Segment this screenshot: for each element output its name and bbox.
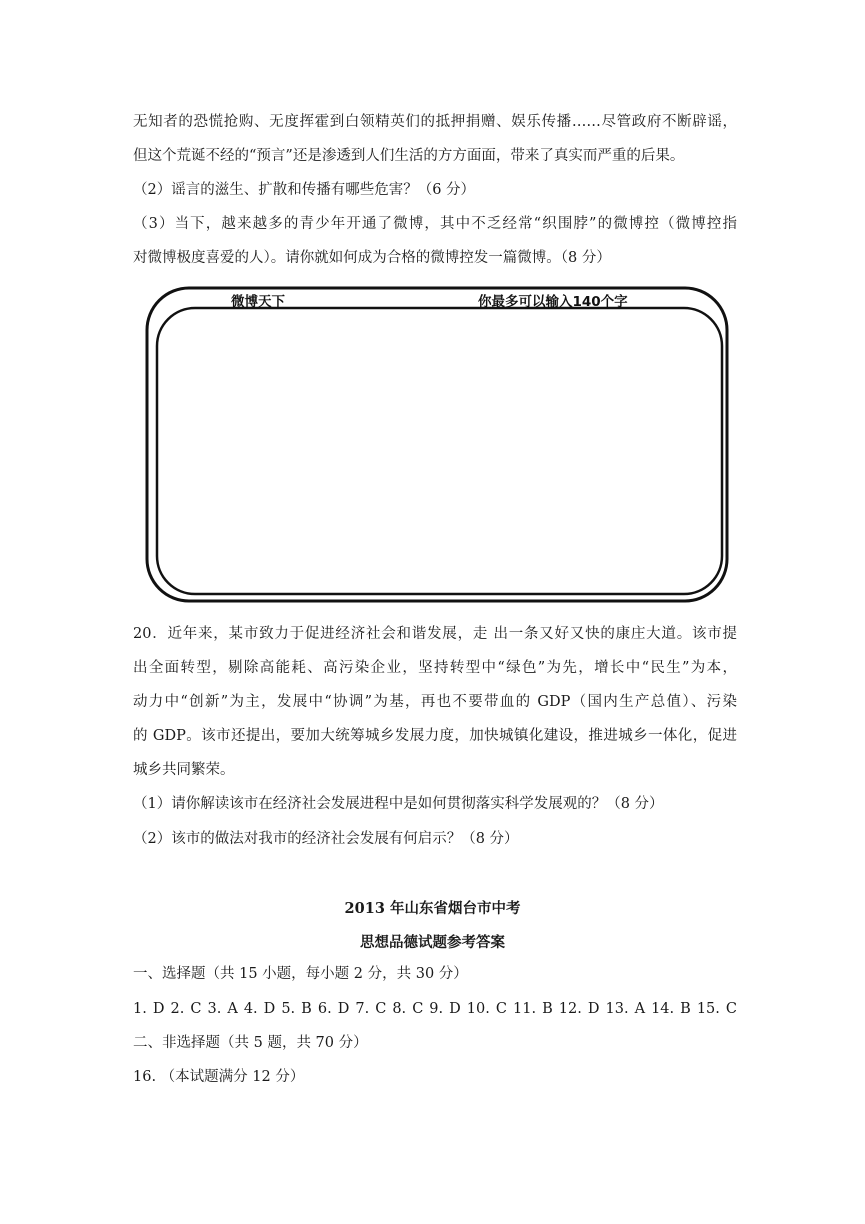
q20-line3: 动力中“创新”为主，发展中“协调”为基，再也不要带血的 GDP（国内生产总值）、污染 bbox=[133, 694, 737, 710]
weibo-box-frame bbox=[145, 286, 733, 604]
q20-line2: 出全面转型，剔除高能耗、高污染企业，坚持转型中“绿色”为先，增长中“民生”为本， bbox=[133, 660, 737, 676]
question-3-line1: （3）当下，越来越多的青少年开通了微博，其中不乏经常“织围脖”的微博控（微博控指 bbox=[133, 216, 737, 232]
q20-line1: 20．近年来，某市致力于促进经济社会和谐发展，走 出一条又好又快的康庄大道。该市提 bbox=[133, 626, 737, 642]
answers-title: 2013 年山东省烟台市中考 bbox=[344, 900, 521, 917]
question-2: （2）谣言的滋生、扩散和传播有哪些危害？（6 分） bbox=[133, 182, 476, 198]
q20-line4: 的 GDP。该市还提出，要加大统筹城乡发展力度，加快城镇化建设，推进城乡一体化，促进 bbox=[133, 728, 737, 744]
answers-section1: 一、选择题（共 15 小题，每小题 2 分，共 30 分） bbox=[133, 966, 468, 982]
answers-q16: 16. （本试题满分 12 分） bbox=[133, 1069, 305, 1085]
q20-sub1: （1）请你解读该市在经济社会发展进程中是如何贯彻落实科学发展观的？（8 分） bbox=[133, 796, 664, 812]
q20-sub2: （2）该市的做法对我市的经济社会发展有何启示？（8 分） bbox=[133, 831, 519, 847]
question-3-line2: 对微博极度喜爱的人）。请你就如何成为合格的微博控发一篇微博。（8 分） bbox=[133, 250, 611, 266]
weibo-box bbox=[145, 286, 733, 604]
weibo-box-limit: 你最多可以输入140个字 bbox=[478, 294, 628, 310]
p1-line2: 但这个荒诞不经的“预言”还是渗透到人们生活的方方面面，带来了真实而严重的后果。 bbox=[133, 148, 685, 164]
answers-section2: 二、非选择题（共 5 题，共 70 分） bbox=[133, 1035, 368, 1051]
p1-line1: 无知者的恐慌抢购、无度挥霍到白领精英们的抵押捐赠、娱乐传播……尽管政府不断辟谣， bbox=[133, 114, 737, 130]
weibo-box-title: 微博天下 bbox=[231, 294, 285, 310]
q20-line5: 城乡共同繁荣。 bbox=[133, 762, 235, 778]
answers-choices: 1. D 2. C 3. A 4. D 5. B 6. D 7. C 8. C 9. D 10. C 11. B 12. D 13. A 14. B 15. C bbox=[133, 1001, 737, 1017]
answers-subtitle: 思想品德试题参考答案 bbox=[360, 934, 505, 951]
